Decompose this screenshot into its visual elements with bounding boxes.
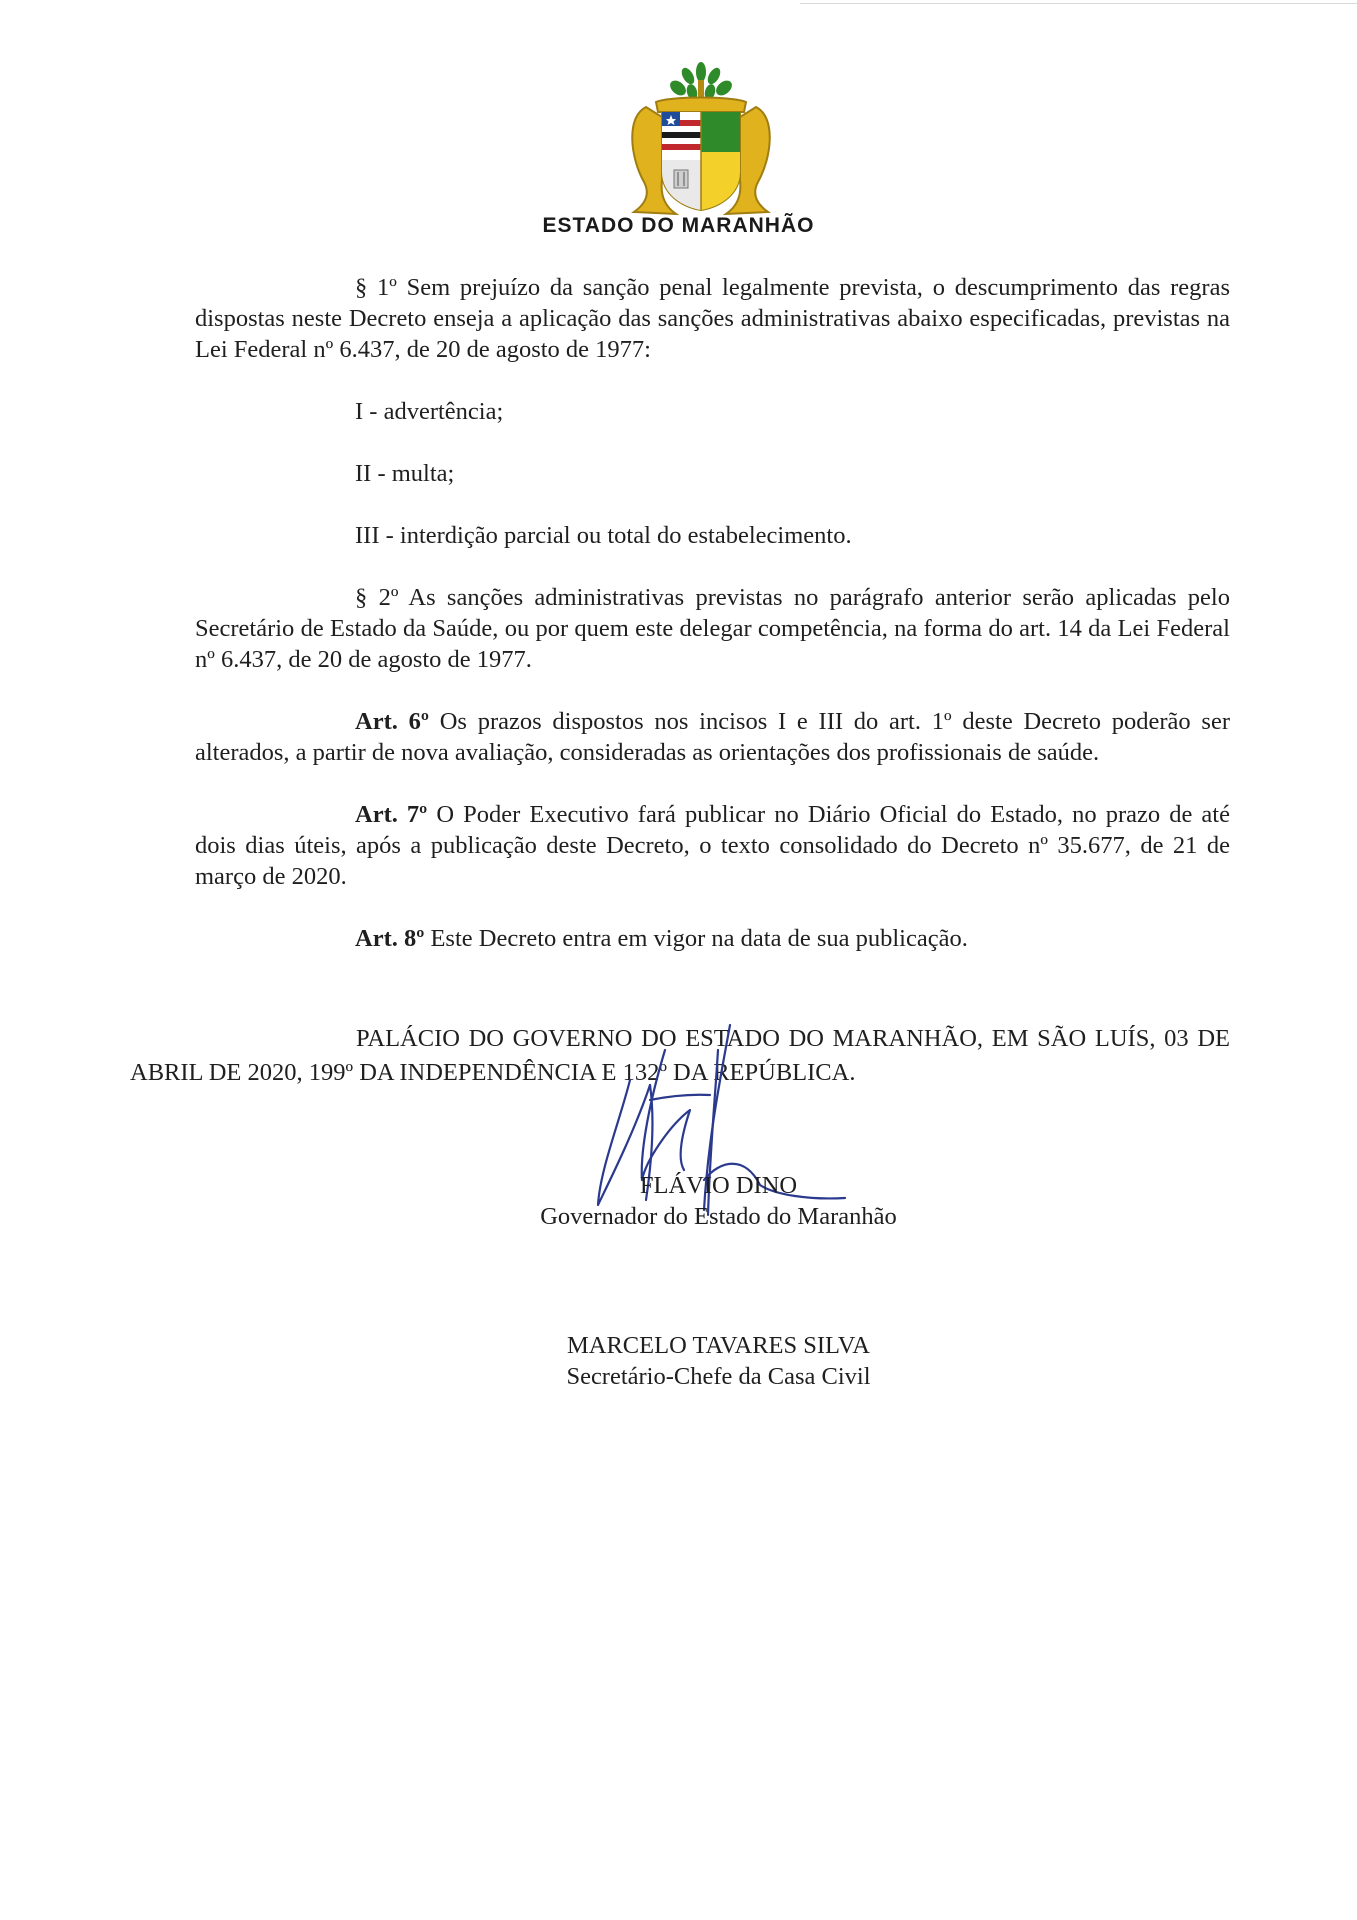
decree-body [195, 272, 1230, 985]
article-7 [195, 799, 1230, 892]
item-multa: II - multa; [355, 460, 455, 487]
article-7-text: O Poder Executivo fará publicar no Diário Oficial do Estado, no prazo de até dois dias úteis, após a publicação deste Decreto, o texto consolidado do Decreto nº 35.677, de 21 de março de 2020. [195, 801, 1230, 890]
article-6-label: Art. 6º [355, 708, 429, 735]
secretary-title: Secretário-Chefe da Casa Civil [566, 1363, 871, 1390]
governor-name: FLÁVIO DINO [639, 1172, 798, 1199]
item-interdicao: III - interdição parcial ou total do estabelecimento. [355, 522, 852, 549]
secretary-name: MARCELO TAVARES SILVA [566, 1332, 871, 1359]
article-8-label: Art. 8º [355, 925, 425, 952]
state-name-heading: ESTADO DO MARANHÃO [542, 214, 815, 237]
state-coat-of-arms [616, 62, 786, 222]
secretary-signature-block [40, 1330, 1357, 1392]
article-7-label: Art. 7º [355, 801, 428, 828]
scan-edge-line [800, 3, 1357, 4]
governor-title: Governador do Estado do Maranhão [540, 1203, 897, 1230]
article-6 [195, 706, 1230, 768]
governor-signature-block [40, 1170, 1357, 1232]
article-8-text: Este Decreto entra em vigor na data de sua publicação. [424, 925, 968, 952]
paragraph-1: § 1º Sem prejuízo da sanção penal legalmente prevista, o descumprimento das regras dispostas neste Decreto enseja a aplicação das sanções administrativas abaixo especificadas, previstas na Lei Federal nº 6.437, de 20 de agosto de 1977: [195, 274, 1230, 363]
paragraph-2: § 2º As sanções administrativas previstas no parágrafo anterior serão aplicadas pelo Secretário de Estado da Saúde, ou por quem este delegar competência, na forma do art. 14 da Lei Federal nº 6.437, de 20 de agosto de 1977. [195, 584, 1230, 673]
article-8 [195, 923, 1230, 954]
closing-statement: PALÁCIO DO GOVERNO DO ESTADO DO MARANHÃO, EM SÃO LUÍS, 03 DE ABRIL DE 2020, 199º DA INDEPENDÊNCIA E 132º DA REPÚBLICA. [130, 1025, 1230, 1086]
item-advertencia: I - advertência; [355, 398, 504, 425]
article-6-text: Os prazos dispostos nos incisos I e III do art. 1º deste Decreto poderão ser alterados, a partir de nova avaliação, consideradas as orientações dos profissionais de saúde. [195, 708, 1230, 766]
